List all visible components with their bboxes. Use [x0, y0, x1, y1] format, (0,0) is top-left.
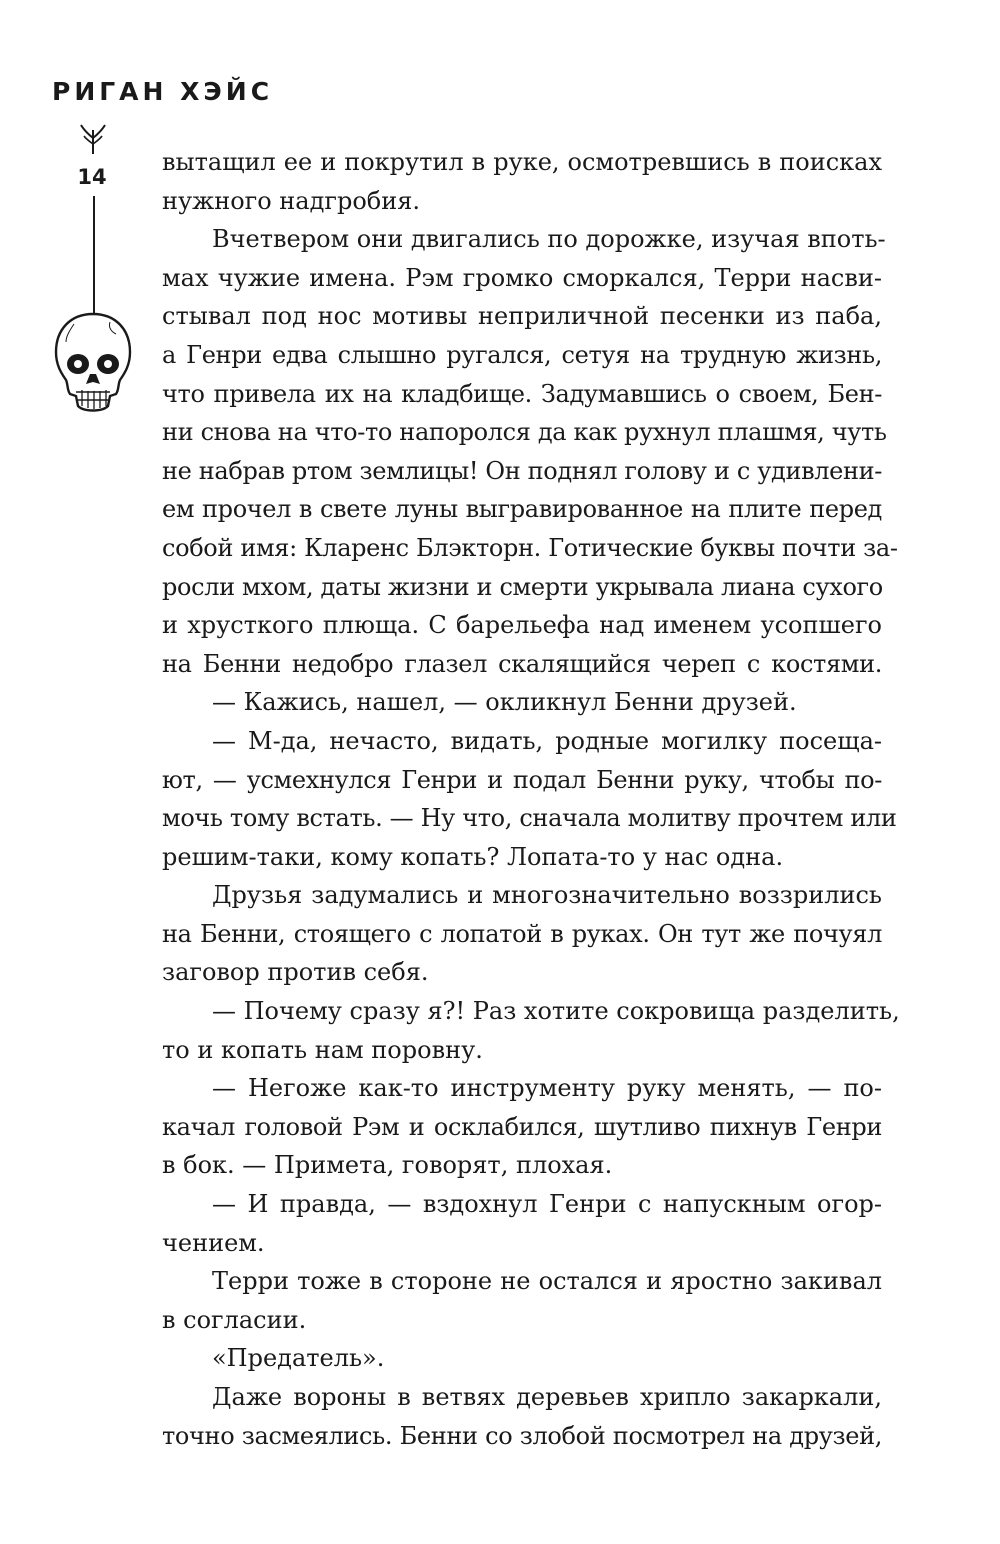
sprig-icon — [76, 124, 110, 154]
text-line: мах чужие имена. Рэм громко сморкался, Терри насви- — [162, 263, 882, 292]
text-line: точно засмеялись. Бенни со злобой посмотрел на друзей, — [162, 1421, 882, 1450]
text-line: — Почему сразу я?! Раз хотите сокровища разделить, — [212, 997, 900, 1026]
running-head-author: РИГАН ХЭЙС — [52, 77, 274, 106]
hanging-thread — [93, 196, 95, 318]
text-line: что привела их на кладбище. Задумавшись о своем, Бен- — [162, 379, 882, 408]
text-line: «Предатель». — [212, 1344, 385, 1373]
text-line: заговор против себя. — [162, 958, 429, 987]
text-line: и хрусткого плюща. С барельефа над именем усопшего — [162, 611, 882, 640]
text-line: решим-таки, кому копать? Лопата-то у нас одна. — [162, 842, 784, 871]
skull-icon — [50, 310, 136, 418]
text-line: Друзья задумались и многозначительно воззрились — [212, 881, 882, 910]
text-line: вытащил ее и покрутил в руке, осмотревшись в поисках — [162, 148, 882, 176]
text-line: в согласии. — [162, 1305, 307, 1334]
text-line: на Бенни недобро глазел скалящийся череп с костями. — [162, 649, 882, 678]
text-line: чением. — [162, 1228, 265, 1257]
text-line: — М-да, нечасто, видать, родные могилку посеща- — [212, 726, 882, 755]
text-line: мочь тому встать. — Ну что, сначала молитву прочтем или — [162, 804, 897, 833]
text-line: ни снова на что-то напоролся да как рухнул плашмя, чуть — [162, 418, 887, 447]
text-line: на Бенни, стоящего с лопатой в руках. Он тут же почуял — [162, 919, 882, 948]
text-line: Терри тоже в стороне не остался и яростно закивал — [212, 1267, 882, 1296]
text-line: собой имя: Кларенс Блэкторн. Готические буквы почти за- — [162, 533, 898, 562]
text-line: то и копать нам поровну. — [162, 1035, 483, 1064]
text-line: росли мхом, даты жизни и смерти укрывала лиана сухого — [162, 572, 883, 601]
text-line: стывал под нос мотивы неприличной песенки из паба, — [162, 302, 882, 331]
text-line: ем прочел в свете луны выгравированное на плите перед — [162, 495, 882, 524]
text-line: качал головой Рэм и осклабился, шутливо пихнув Генри — [162, 1112, 882, 1141]
text-line: Вчетвером они двигались по дорожке, изучая впоть- — [212, 225, 886, 254]
text-line: в бок. — Примета, говорят, плохая. — [162, 1151, 613, 1180]
text-line: Даже вороны в ветвях деревьев хрипло закаркали, — [212, 1383, 882, 1411]
page-number: 14 — [77, 165, 107, 189]
body-text — [162, 143, 900, 1455]
text-line: — Негоже как-то инструменту руку менять, — по- — [212, 1074, 882, 1103]
text-line: не набрав ртом землицы! Он поднял голову и с удивлени- — [162, 456, 883, 485]
text-line: а Генри едва слышно ругался, сетуя на трудную жизнь, — [162, 340, 882, 369]
text-line: — Кажись, нашел, — окликнул Бенни друзей. — [212, 688, 797, 717]
text-line: нужного надгробия. — [162, 186, 420, 215]
text-line: ют, — усмехнулся Генри и подал Бенни руку, чтобы по- — [162, 765, 882, 794]
text-line: — И правда, — вздохнул Генри с напускным огор- — [212, 1190, 882, 1219]
